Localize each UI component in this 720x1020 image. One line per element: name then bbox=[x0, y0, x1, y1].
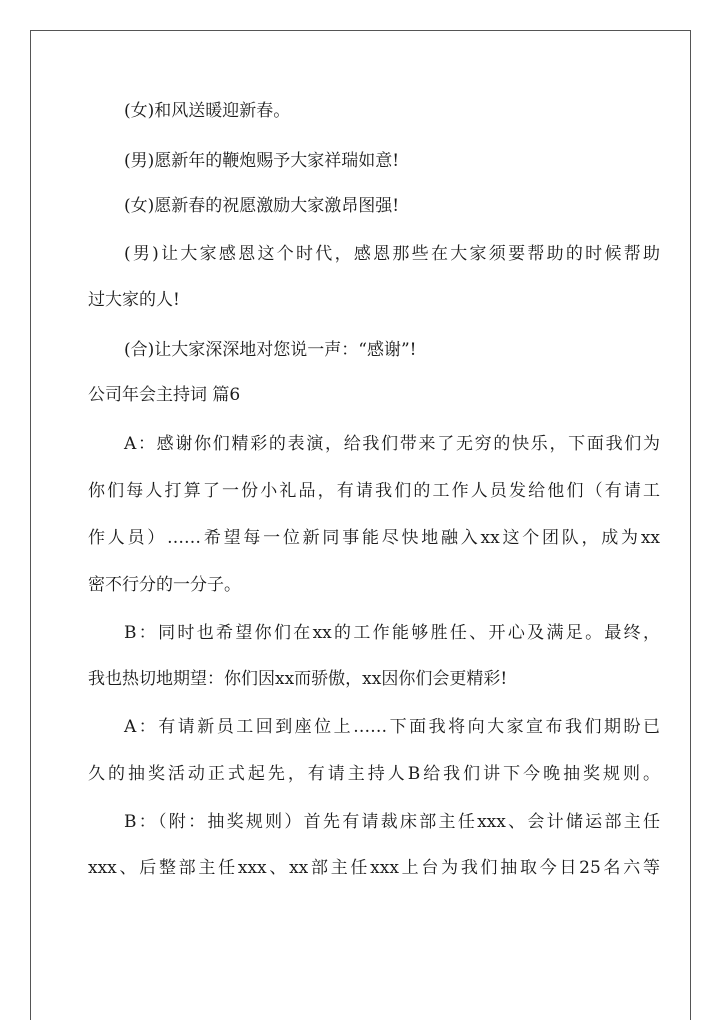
dialogue-line-male-2: (男)让大家感恩这个时代，感恩那些在大家须要帮助的时候帮助 bbox=[124, 244, 660, 264]
dialogue-line-female-1: (女)和风送暖迎新春。 bbox=[124, 101, 291, 121]
paragraph-b2-line-2: xxx、后整部主任xxx、xx部主任xxx上台为我们抽取今日25名六等 bbox=[88, 858, 660, 878]
paragraph-a1-line-3: 作人员）……希望每一位新同事能尽快地融入xx这个团队，成为xx bbox=[88, 528, 660, 548]
paragraph-a2-line-1: A：有请新员工回到座位上……下面我将向大家宣布我们期盼已 bbox=[124, 717, 660, 737]
paragraph-b1-line-2: 我也热切地期望：你们因xx而骄傲，xx因你们会更精彩! bbox=[88, 669, 508, 689]
paragraph-a1-line-2: 你们每人打算了一份小礼品，有请我们的工作人员发给他们（有请工 bbox=[88, 481, 660, 501]
dialogue-line-together: (合)让大家深深地对您说一声：“感谢”! bbox=[124, 340, 417, 360]
paragraph-a2-line-2: 久的抽奖活动正式起先，有请主持人B给我们讲下今晚抽奖规则。 bbox=[88, 764, 660, 784]
dialogue-line-male-2-cont: 过大家的人! bbox=[88, 290, 180, 310]
section-heading: 公司年会主持词 篇6 bbox=[88, 385, 241, 405]
dialogue-line-female-2: (女)愿新春的祝愿激励大家激昂图强! bbox=[124, 196, 400, 216]
document-page bbox=[30, 30, 691, 1020]
dialogue-line-male-1: (男)愿新年的鞭炮赐予大家祥瑞如意! bbox=[124, 151, 400, 171]
paragraph-b2-line-1: B：（附：抽奖规则）首先有请裁床部主任xxx、会计储运部主任 bbox=[124, 812, 660, 832]
paragraph-b1-line-1: B：同时也希望你们在xx的工作能够胜任、开心及满足。最终， bbox=[124, 623, 660, 643]
paragraph-a1-line-4: 密不行分的一分子。 bbox=[88, 575, 241, 595]
paragraph-a1-line-1: A：感谢你们精彩的表演，给我们带来了无穷的快乐，下面我们为 bbox=[124, 434, 660, 454]
